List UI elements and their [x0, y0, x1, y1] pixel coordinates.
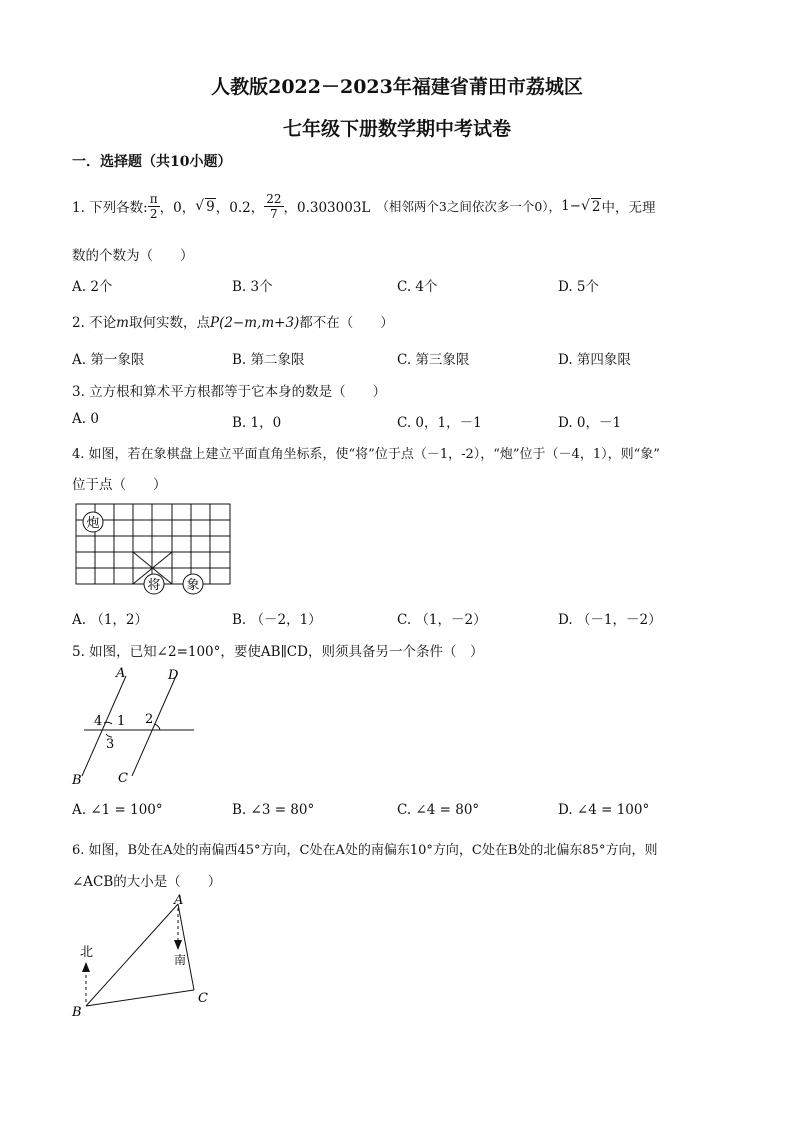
piece-pao — [83, 512, 103, 532]
sqrt-icon: √ — [580, 198, 590, 214]
q1-prefix: 1. 下列各数: — [72, 200, 148, 216]
label-a: A — [116, 666, 126, 681]
label-c: C — [198, 991, 208, 1006]
q4-option-b[interactable]: B. （－2，1） — [232, 612, 322, 628]
svg-text:象: 象 — [186, 578, 200, 593]
q5-option-c[interactable]: C. ∠4 = 80° — [397, 802, 480, 818]
north-arrow-icon — [82, 962, 90, 972]
q2-text: 取何实数，点 — [128, 315, 210, 331]
q2-text: 都不在（ ） — [299, 315, 394, 331]
sqrt-two: 2 — [591, 198, 601, 215]
q2-variable-m: m — [116, 315, 129, 331]
label-angle-1: 1 — [117, 714, 126, 729]
label-b: B — [72, 1005, 82, 1020]
frac-numerator: 22 — [266, 191, 282, 206]
q1-tail: 中，无理 — [601, 200, 656, 216]
question-4: 4. 如图，若在象棋盘上建立平面直角坐标系，使“将”位于点（－1，-2），“炮”位于（－4，1），则“象” — [72, 447, 660, 462]
chessboard-figure — [72, 500, 234, 596]
q2-option-b[interactable]: B. 第二象限 — [232, 352, 305, 368]
label-south: 南 — [174, 953, 187, 967]
parallel-lines-figure — [68, 662, 200, 790]
label-d: D — [168, 668, 179, 683]
q6-line-2: ∠ACB的大小是（ ） — [72, 874, 222, 890]
q1-note: （相邻两个3之间依次多一个0）， — [376, 199, 562, 214]
south-arrow-icon — [174, 940, 182, 950]
q5-option-d[interactable]: D. ∠4 = 100° — [558, 802, 650, 818]
q1-option-b[interactable]: B. 3个 — [232, 279, 273, 295]
piece-jiang — [144, 574, 164, 594]
q2-point: P(2−m,m+3) — [209, 315, 300, 331]
frac-denominator: 7 — [270, 206, 278, 221]
q3-option-b[interactable]: B. 1，0 — [232, 415, 282, 431]
question-5: 5. 如图，已知∠2=100°，要使AB∥CD，则须具备另一个条件（ ） — [72, 644, 484, 660]
q1-line-2: 数的个数为（ ） — [72, 248, 194, 264]
svg-text:将: 将 — [147, 578, 161, 593]
q1-option-d[interactable]: D. 5个 — [558, 279, 600, 295]
q5-option-a[interactable]: A. ∠1 = 100° — [72, 802, 163, 818]
label-a: A — [174, 893, 184, 908]
fraction-pi-over-2 — [148, 192, 160, 221]
q2-option-a[interactable]: A. 第一象限 — [72, 352, 145, 368]
label-angle-2: 2 — [145, 712, 154, 727]
q4-option-c[interactable]: C. （1，－2） — [397, 612, 487, 628]
q2-text: 2. 不论 — [72, 315, 117, 331]
fraction-22-over-7 — [264, 192, 283, 221]
title-line-1: 人教版2022－2023年福建省莆田市荔城区 — [211, 76, 583, 98]
label-angle-3: 3 — [106, 737, 115, 752]
q3-option-c[interactable]: C. 0，1，－1 — [397, 415, 482, 431]
svg-text:炮: 炮 — [86, 516, 100, 531]
sqrt-nine: 9 — [206, 198, 215, 215]
q3-option-d[interactable]: D. 0，－1 — [558, 415, 622, 431]
q1-one-minus: 1− — [561, 198, 581, 214]
q2-option-c[interactable]: C. 第三象限 — [397, 352, 470, 368]
q1-option-a[interactable]: A. 2个 — [72, 279, 113, 295]
q4-option-d[interactable]: D. （－1，－2） — [558, 612, 662, 628]
piece-xiang — [183, 574, 203, 594]
bearing-triangle-figure — [66, 888, 226, 1022]
q5-option-b[interactable]: B. ∠3 = 80° — [232, 802, 315, 818]
question-3: 3. 立方根和算术平方根都等于它本身的数是（ ） — [72, 384, 387, 400]
q1-option-c[interactable]: C. 4个 — [397, 279, 438, 295]
label-c: C — [118, 771, 128, 786]
frac-denominator: 2 — [149, 206, 158, 221]
section-heading: 一．选择题（共10小题） — [72, 154, 232, 170]
q1-sep: ，0.303003L — [283, 200, 371, 216]
frac-numerator: π — [149, 191, 158, 206]
q2-option-d[interactable]: D. 第四象限 — [558, 352, 631, 368]
sqrt-icon: √ — [195, 198, 205, 214]
q1-sep: ，0， — [159, 200, 196, 216]
question-6: 6. 如图，B处在A处的南偏西45°方向，C处在A处的南偏东10°方向，C处在B处的北偏东85°方向，则 — [72, 843, 658, 858]
question-2 — [72, 311, 394, 331]
label-north: 北 — [80, 945, 94, 960]
q4-line-2: 位于点（ ） — [72, 477, 167, 493]
question-1 — [72, 186, 655, 226]
q1-sep: ，0.2， — [215, 200, 265, 216]
q4-option-a[interactable]: A. （1，2） — [72, 612, 149, 628]
q3-option-a[interactable]: A. 0 — [72, 411, 99, 427]
label-b: B — [72, 773, 82, 788]
label-angle-4: 4 — [94, 714, 103, 729]
title-line-2: 七年级下册数学期中考试卷 — [282, 118, 511, 140]
